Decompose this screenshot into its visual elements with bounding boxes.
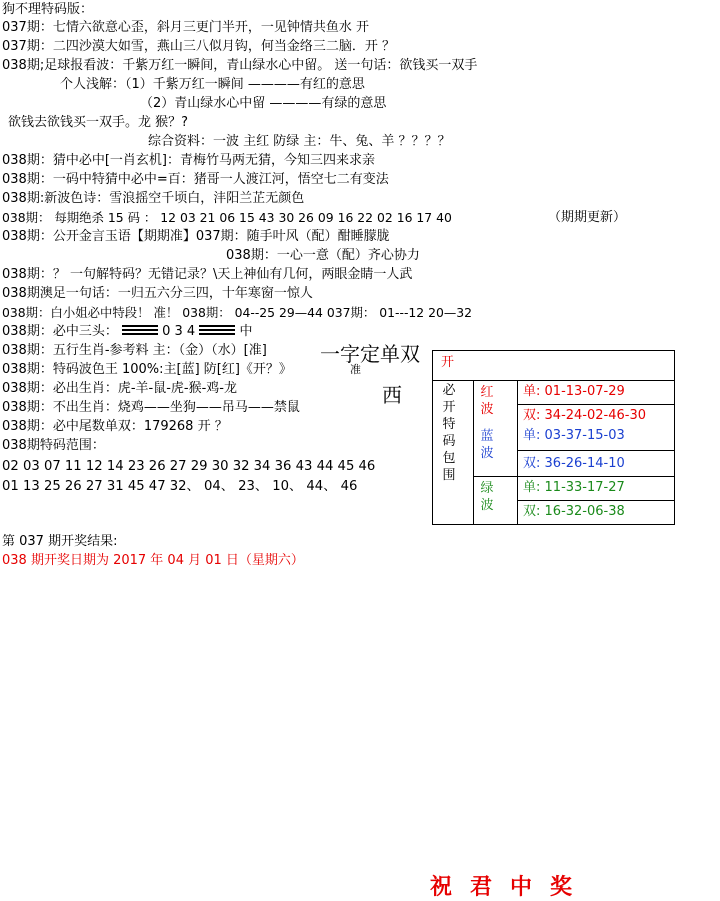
row-prefix: 单: (523, 480, 541, 495)
text-line: 038期：特码波色王 100%:主[蓝] 防[红]《开？》 (2, 362, 292, 377)
table-right-border (674, 350, 675, 524)
table-divider (473, 476, 675, 477)
overlay-west: 西 (382, 383, 402, 407)
row-prefix: 双: (523, 456, 541, 471)
text-line: 038期;足球报看波：千紫万红一瞬间，青山绿水心中留。 送一句话：欲钱买一双手 (2, 58, 478, 73)
kill-numbers-line: 038期： 每期绝杀 15 码 ： 12 03 21 06 15 43 30 26 09 16 22 02 16 17 40 (2, 210, 452, 225)
overlay-phrase: 一字定单双 (320, 342, 420, 366)
table-header-divider (433, 380, 675, 381)
footer-blessing: 祝君中奖 (430, 874, 591, 900)
page-title: 狗不理特码版： (2, 2, 94, 17)
text-line: 038期：一码中特猜中必中=百：猪哥一人渡江河，悟空七二有变法 (2, 172, 389, 187)
text-line: 个人浅解：（1）千紫万红一瞬间 ————有红的意思 (60, 77, 365, 92)
prediction-table (432, 350, 675, 525)
text-line: 038期：必出生肖：虎-羊-鼠-虎-猴-鸡-龙 (2, 381, 237, 396)
table-row (523, 456, 625, 472)
text-line: 038期澳足一句话：一归五六分三四，十年寒窗一惊人 (2, 286, 313, 301)
text-line: 038期：必中尾数单双：179268 开 ？ (2, 419, 228, 434)
row-prefix: 双: (523, 408, 541, 423)
text-line: 038期：五行生肖-参考料 主：（金）（水）[准] (2, 343, 267, 358)
row-numbers: 11-33-17-27 (544, 480, 625, 495)
text-line: 037期：七情六欲意心歪，斜月三更门半开，一见钟情共鱼水 开 (2, 20, 369, 35)
table-header-row (433, 350, 675, 351)
head-label: 038期：必中三头： (2, 324, 118, 339)
red-wave-label: 红波 (480, 385, 494, 417)
text-line: 038期:新波色诗：雪浪摇空千顷白，沣阳兰芷无颜色 (2, 191, 305, 206)
text-line: 038期：不出生肖：烧鸡——坐狗——吊马——禁鼠 (2, 400, 300, 415)
row-prefix: 单: (523, 428, 541, 443)
update-note: （期期更新） (548, 210, 627, 225)
row-numbers: 34-24-02-46-30 (544, 408, 647, 423)
overlay-small: 准 (350, 363, 361, 376)
head-digits: 0 3 4 (162, 324, 196, 339)
result-line: 第 037 期开奖结果: (2, 534, 118, 549)
text-line: 038期：？ 一句解特码？无错记录？\天上神仙有几何，两眼金睛一人武 (2, 267, 413, 282)
row-prefix: 单: (523, 384, 541, 399)
text-line: （2）青山绿水心中留 ————有绿的意思 (140, 96, 387, 111)
table-row (523, 384, 625, 400)
table-divider (517, 450, 675, 451)
date-line: 038 期开奖日期为 2017 年 04 月 01 日（星期六） (2, 553, 304, 568)
row-numbers: 03-37-15-03 (544, 428, 625, 443)
text-line: 038期：白小姐必中特段！ 准！ 038期： 04--25 29—44 037期： 01---12 20—32 (2, 305, 473, 320)
table-divider (517, 500, 675, 501)
text-line: 038期：一心一意（配）齐心协力 (226, 248, 420, 263)
text-line (2, 324, 252, 340)
text-line: 欲钱去欲钱买一双手。龙 猴？? (8, 115, 189, 130)
text-line: 综合资料：一波 主红 防绿 主：牛、兔、羊 ？？？？ (148, 134, 451, 149)
text-line: 037期：二四沙漠大如雪，燕山三八似月钩，何当金络三二脑．开 ？ (2, 39, 395, 54)
text-line: 038期：猜中必中[一肖玄机]：青梅竹马两无猜，今知三四来求亲 (2, 153, 375, 168)
table-header: 开 (441, 355, 455, 370)
head-mid: 中 (239, 324, 253, 339)
left-label: 必开特码包围 (442, 383, 456, 483)
table-row (523, 504, 625, 520)
text-line: 038期：公开金言玉语【期期准】037期：随手叶风（配）酣睡朦胧 (2, 229, 390, 244)
row-numbers: 36-26-14-10 (544, 456, 625, 471)
bar-decoration (122, 325, 158, 336)
range-numbers-1: 02 03 07 11 12 14 23 26 27 29 30 32 34 36 43 44 45 46 (2, 459, 376, 474)
text-line: 038期特码范围： (2, 438, 105, 453)
table-row (523, 408, 646, 424)
table-divider (517, 404, 675, 405)
table-row (523, 428, 625, 444)
row-numbers: 16-32-06-38 (544, 504, 625, 519)
table-row (523, 480, 625, 496)
green-wave-label: 绿波 (480, 481, 494, 513)
table-divider (473, 380, 474, 524)
bar-decoration (199, 325, 235, 336)
table-divider (517, 380, 518, 524)
row-prefix: 双: (523, 504, 541, 519)
blue-wave-label: 蓝波 (480, 429, 494, 461)
row-numbers: 01-13-07-29 (544, 384, 625, 399)
range-numbers-2: 01 13 25 26 27 31 45 47 32、 04、 23、 10、 44、 46 (2, 479, 358, 494)
